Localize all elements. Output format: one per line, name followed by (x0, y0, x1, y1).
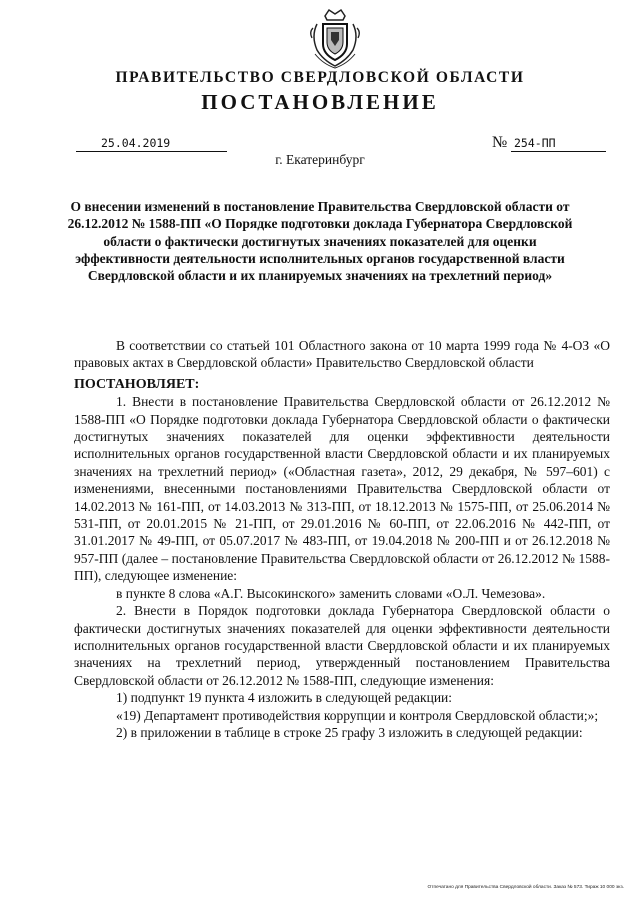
item-1-change-paragraph: в пункте 8 слова «А.Г. Высокинского» заменить словами «О.Л. Чемезова». (116, 585, 546, 601)
preamble-paragraph: В соответствии со статьей 101 Областного закона от 10 марта 1999 года № 4-ОЗ «О правовых актах в Свердловской области» Правительство Свердловской области (74, 338, 610, 371)
item-2-1-text-paragraph: «19) Департамент противодействия коррупции и контроля Свердловской области;»; (116, 707, 599, 723)
document-type: ПОСТАНОВЛЕНИЕ (201, 90, 439, 114)
government-name: ПРАВИТЕЛЬСТВО СВЕРДЛОВСКОЙ ОБЛАСТИ (115, 69, 525, 86)
item-2-paragraph: 2. Внести в Порядок подготовки доклада Губернатора Свердловской области о фактически достигнутых значениях показателей для оценки эффективности деятельности исполнительных органов государственной власти Свердловской области и их планируемых значениях на трехлетний период, утвержденный постановлением Правительства Свердловской области от 26.12.2012 № 1588-ПП, следующие изменения: (74, 603, 610, 688)
document-title: О внесении изменений в постановление Правительства Свердловской области от 26.12.2012 № 1588-ПП «О Порядке подготовки доклада Губернатора Свердловской области о фактически достигнутых значениях показателей для оценки эффективности деятельности исполнительных органов государственной власти Свердловской области и их планируемых значениях на трехлетний период» (67, 199, 573, 284)
decree-word: ПОСТАНОВЛЯЕТ: (74, 376, 200, 392)
coat-of-arms-icon (303, 6, 367, 70)
number-sign: № (492, 134, 508, 151)
document-number: 254-ПП (511, 136, 606, 152)
item-1-paragraph: 1. Внести в постановление Правительства Свердловской области от 26.12.2012 № 1588-ПП «О Порядке подготовки доклада Губернатора Свердловской области о фактически достигнутых значениях показателей для оценки эффективности деятельности исполнительных органов государственной власти Свердловской области и их планируемых значениях на трехлетний период» («Областная газета», 2012, 29 декабря, № 597–601) с изменениями, внесенными постановлениями Правительства Свердловской области от 14.02.2013 № 161-ПП, от 14.03.2013 № 313-ПП, от 18.12.2013 № 1575-ПП, от 25.06.2014 № 531-ПП, от 20.01.2015 № 21-ПП, от 29.01.2016 № 60-ПП, от 22.06.2016 № 442-ПП, от 31.01.2017 № 49-ПП, от 05.07.2017 № 483-ПП, от 19.04.2018 № 200-ПП и от 26.12.2018 № 957-ПП (далее – постановление Правительства Свердловской области от 26.12.2012 № 1588-ПП), следующее изменение: (74, 394, 610, 584)
document-date: 25.04.2019 (76, 136, 227, 152)
city-name: г. Екатеринбург (275, 152, 365, 167)
item-2-1-paragraph: 1) подпункт 19 пункта 4 изложить в следующей редакции: (116, 690, 453, 706)
item-2-2-paragraph: 2) в приложении в таблице в строке 25 графу 3 изложить в следующей редакции: (116, 724, 583, 740)
print-footer: Отпечатано для Правительства Свердловской области. Заказ № 573. Тираж 10 000 экз. (427, 885, 624, 890)
document-body (74, 337, 610, 741)
